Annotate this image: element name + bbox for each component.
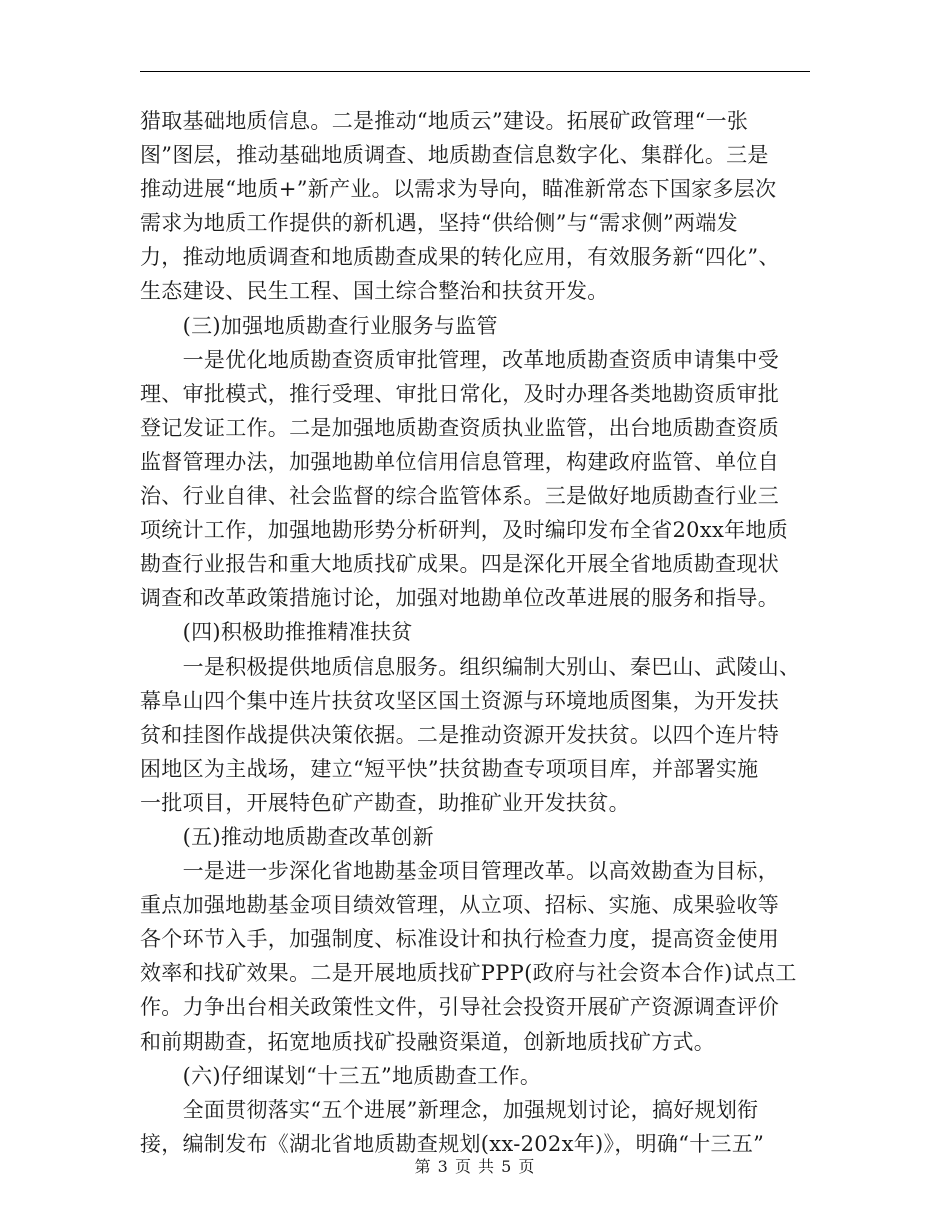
text-line: 效率和找矿效果。二是开展地质找矿PPP(政府与社会资本合作)试点工: [140, 961, 797, 986]
text-line: 幕阜山四个集中连片扶贫攻坚区国土资源与环境地质图集，为开发扶: [140, 688, 779, 713]
section-heading: (五)推动地质勘查改革创新: [140, 824, 434, 849]
text-line: 贫和挂图作战提供决策依据。二是推动资源开发扶贫。以四个连片特: [140, 722, 779, 747]
text-line: 一是进一步深化省地勘基金项目管理改革。以高效勘查为目标，: [140, 859, 779, 884]
text-line: 猎取基础地质信息。二是推动“地质云”建设。拓展矿政管理“一张: [140, 109, 749, 133]
text-line: 全面贯彻落实“五个进展”新理念，加强规划讨论，搞好规划衔: [140, 1097, 759, 1122]
text-line: 接，编制发布《湖北省地质勘查规划(xx-202x年)》，明确“十三五”: [140, 1131, 765, 1156]
text-line: 作。力争出台相关政策性文件，引导社会投资开展矿产资源调查评价: [140, 995, 779, 1020]
text-line: 推动进展“地质+”新产业。以需求为导向，瞄准新常态下国家多层次: [140, 177, 777, 202]
text-line: 理、审批模式，推行受理、审批日常化，及时办理各类地勘资质审批: [140, 381, 779, 406]
section-heading: (三)加强地质勘查行业服务与监管: [140, 313, 498, 338]
text-line: 治、行业自律、社会监督的综合监管体系。三是做好地质勘查行业三: [140, 484, 779, 509]
text-line: 重点加强地勘基金项目绩效管理，从立项、招标、实施、成果验收等: [140, 893, 779, 918]
text-line: 调查和改革政策措施讨论，加强对地勘单位改革进展的服务和指导。: [140, 586, 779, 611]
text-line: 一是优化地质勘查资质审批管理，改革地质勘查资质申请集中受: [140, 347, 779, 372]
header-rule: [140, 71, 810, 72]
text-line: 困地区为主战场，建立“短平快”扶贫勘查专项项目库，并部署实施: [140, 756, 759, 781]
text-line: 一批项目，开展特色矿产勘查，助推矿业开发扶贫。: [140, 790, 630, 815]
text-line: 项统计工作，加强地勘形势分析研判，及时编印发布全省20xx年地质: [140, 518, 789, 543]
page-number: 第 3 页 共 5 页: [414, 1157, 536, 1176]
text-line: 监督管理办法，加强地勘单位信用信息管理，构建政府监管、单位自: [140, 449, 779, 474]
text-line: 登记发证工作。二是加强地质勘查资质执业监管，出台地质勘查资质: [140, 415, 779, 440]
text-line: 需求为地质工作提供的新机遇，坚持“供给侧”与“需求侧”两端发: [140, 211, 738, 236]
section-heading: (六)仔细谋划“十三五”地质勘查工作。: [140, 1063, 542, 1088]
text-line: 一是积极提供地质信息服务。组织编制大别山、秦巴山、武陵山、: [140, 654, 801, 679]
text-line: 力，推动地质调查和地质勘查成果的转化应用，有效服务新“四化”、: [140, 245, 780, 270]
text-line: 和前期勘查，拓宽地质找矿投融资渠道，创新地质找矿方式。: [140, 1029, 716, 1054]
text-line: 勘查行业报告和重大地质找矿成果。四是深化开展全省地质勘查现状: [140, 552, 779, 577]
text-line: 图”图层，推动基础地质调查、地质勘查信息数字化、集群化。三是: [140, 143, 769, 168]
section-heading: (四)积极助推推精准扶贫: [140, 620, 413, 645]
document-body: [140, 104, 812, 1161]
text-line: 生态建设、民生工程、国土综合整治和扶贫开发。: [140, 279, 609, 304]
text-line: 各个环节入手，加强制度、标准设计和执行检查力度，提高资金使用: [140, 927, 779, 952]
